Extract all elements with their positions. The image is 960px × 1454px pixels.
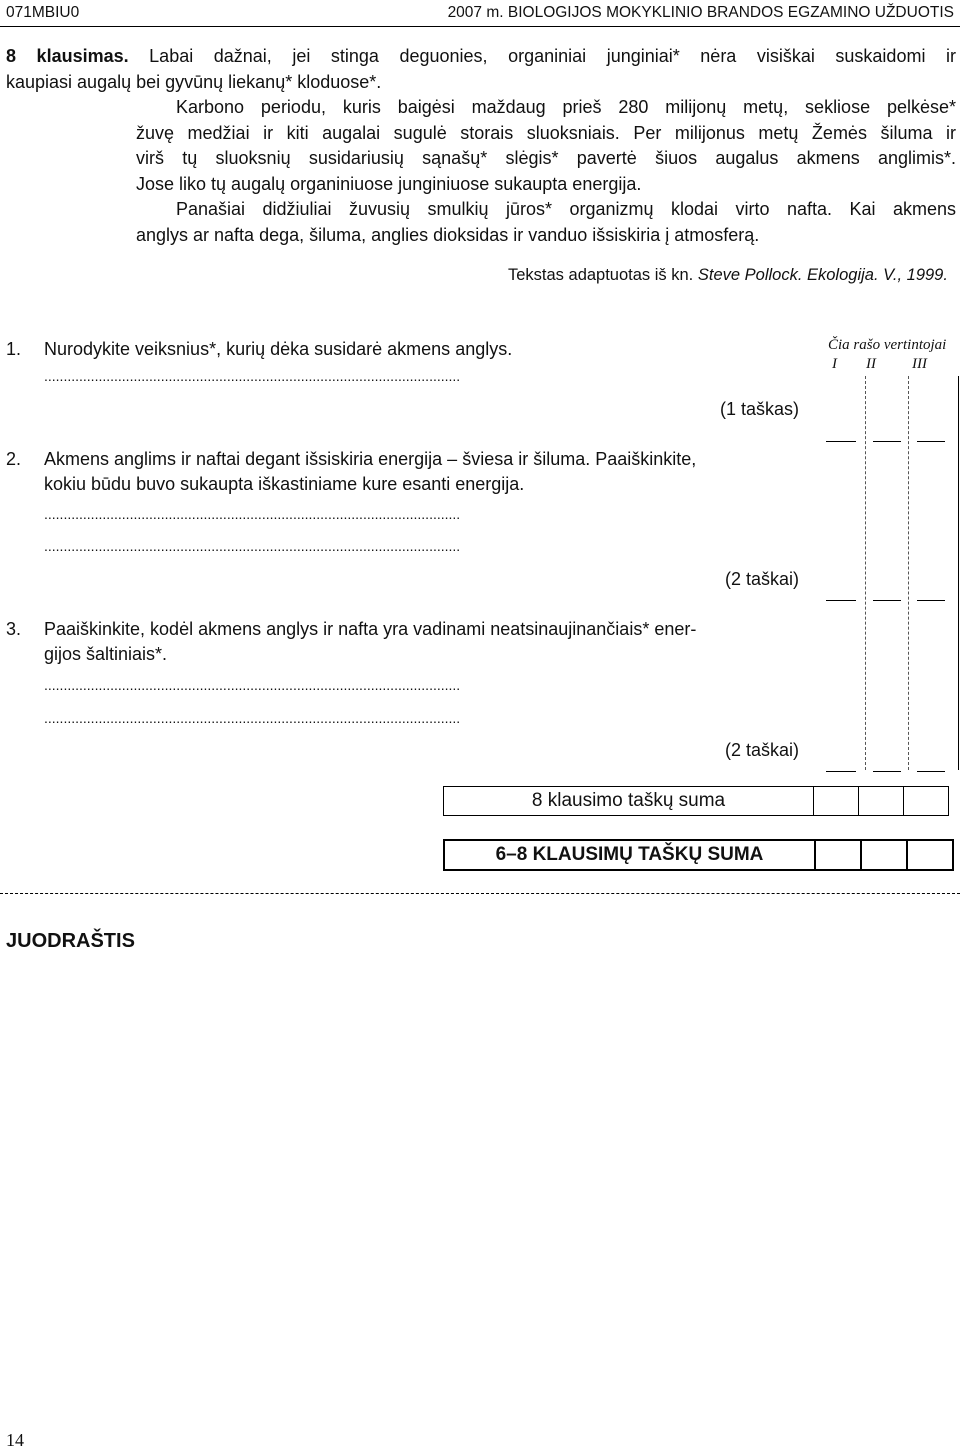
q6-8-total-cell-iii[interactable]: [907, 840, 953, 870]
score-blank-q2-i[interactable]: [826, 600, 856, 601]
passage-line-7: Panašiai didžiuliai žuvusių smulkių jūros* organizmų klodai virto nafta. Kai akmens: [176, 199, 956, 219]
passage-line-6: Jose liko tų augalų organiniuose junginiuose sukaupta energija.: [136, 173, 642, 194]
score-blank-q2-ii[interactable]: [873, 600, 901, 601]
score-blank-q1-iii[interactable]: [917, 441, 945, 442]
q6-8-total-cell-i[interactable]: [815, 840, 861, 870]
exam-code: 071MBIU0: [6, 4, 80, 21]
grader-divider-1: [865, 376, 866, 770]
q8-total-cell-ii[interactable]: [859, 787, 904, 816]
answer-line-q3-1[interactable]: ...........................................................................................................: [44, 677, 461, 693]
draft-heading: JUODRAŠTIS: [6, 930, 135, 952]
q6-8-total-cell-ii[interactable]: [861, 840, 907, 870]
passage-source: Tekstas adaptuotas iš kn. Steve Pollock. Ekologija. V., 1999.: [508, 266, 948, 284]
grader-divider-2: [908, 376, 909, 770]
q6-8-total-table: [443, 839, 954, 871]
question-1-text: Nurodykite veiksnius*, kurių dėka susidarė akmens anglys.: [44, 339, 513, 359]
q8-total-label: 8 klausimo taškų suma: [444, 787, 814, 816]
question-1-number: 1.: [6, 339, 22, 359]
answer-line-q2-1[interactable]: ...........................................................................................................: [44, 506, 461, 522]
grader-title: Čia rašo vertintojai: [828, 337, 947, 353]
page-number: 14: [6, 1430, 24, 1450]
question-3-text-1: Paaiškinkite, kodėl akmens anglys ir nafta yra vadinami neatsinaujinančiais* ener-: [44, 619, 697, 639]
answer-line-q1-1[interactable]: ...........................................................................................................: [44, 368, 461, 384]
draft-separator: [0, 893, 960, 894]
exam-title: 2007 m. BIOLOGIJOS MOKYKLINIO BRANDOS EGZAMINO UŽDUOTIS: [447, 4, 954, 21]
q6-8-total-label: 6–8 KLAUSIMŲ TAŠKŲ SUMA: [444, 840, 815, 870]
passage-line-5: virš tų sluoksnių susidariusių sąnašų* slėgis* pavertė šiuos augalus akmens anglimis*.: [136, 148, 956, 168]
passage-line-4: žuvę medžiai ir kiti augalai sugulė storais sluoksniais. Per milijonus metų Žemės šiluma ir: [136, 122, 956, 143]
q8-total-table: [443, 786, 949, 816]
header-divider: [0, 26, 960, 27]
passage-line-8: anglys ar nafta dega, šiluma, anglies dioksidas ir vanduo išsiskiria į atmosferą.: [136, 224, 760, 245]
passage: [6, 44, 956, 248]
question-3-number: 3.: [6, 619, 22, 639]
answer-line-q2-2[interactable]: ...........................................................................................................: [44, 538, 461, 554]
question-3-points: (2 taškai): [724, 740, 799, 760]
question-2-points: (2 taškai): [724, 569, 799, 589]
grader-col-i: I: [832, 356, 837, 372]
answer-line-q3-2[interactable]: ...........................................................................................................: [44, 710, 461, 726]
question-label: 8 klausimas.: [6, 46, 129, 66]
question-2-text-1: Akmens anglims ir naftai degant išsiskiria energija – šviesa ir šiluma. Paaiškinkite,: [44, 449, 697, 469]
score-blank-q3-iii[interactable]: [917, 771, 945, 772]
grader-border-right: [958, 376, 959, 770]
question-2-text-2: kokiu būdu buvo sukaupta iškastiniame kure esanti energija.: [44, 474, 525, 494]
grader-col-ii: II: [866, 356, 876, 372]
q8-total-cell-i[interactable]: [814, 787, 859, 816]
grader-col-iii: III: [912, 356, 927, 372]
passage-line-1: 8 klausimas. Labai dažnai, jei stinga deguonies, organiniai junginiai* nėra visiškai suskaidomi ir: [6, 46, 956, 66]
score-blank-q1-i[interactable]: [826, 441, 856, 442]
q8-total-cell-iii[interactable]: [904, 787, 949, 816]
question-3-text-2: gijos šaltiniais*.: [44, 644, 168, 664]
passage-line-3: Karbono periodu, kuris baigėsi maždaug prieš 280 milijonų metų, sekliose pelkėse*: [176, 97, 956, 117]
passage-line-2: kaupiasi augalų bei gyvūnų liekanų* kloduose*.: [6, 71, 382, 92]
score-blank-q2-iii[interactable]: [917, 600, 945, 601]
question-2-number: 2.: [6, 449, 22, 469]
score-blank-q1-ii[interactable]: [873, 441, 901, 442]
question-1-points: (1 taškas): [719, 399, 799, 419]
score-blank-q3-i[interactable]: [826, 771, 856, 772]
score-blank-q3-ii[interactable]: [873, 771, 901, 772]
